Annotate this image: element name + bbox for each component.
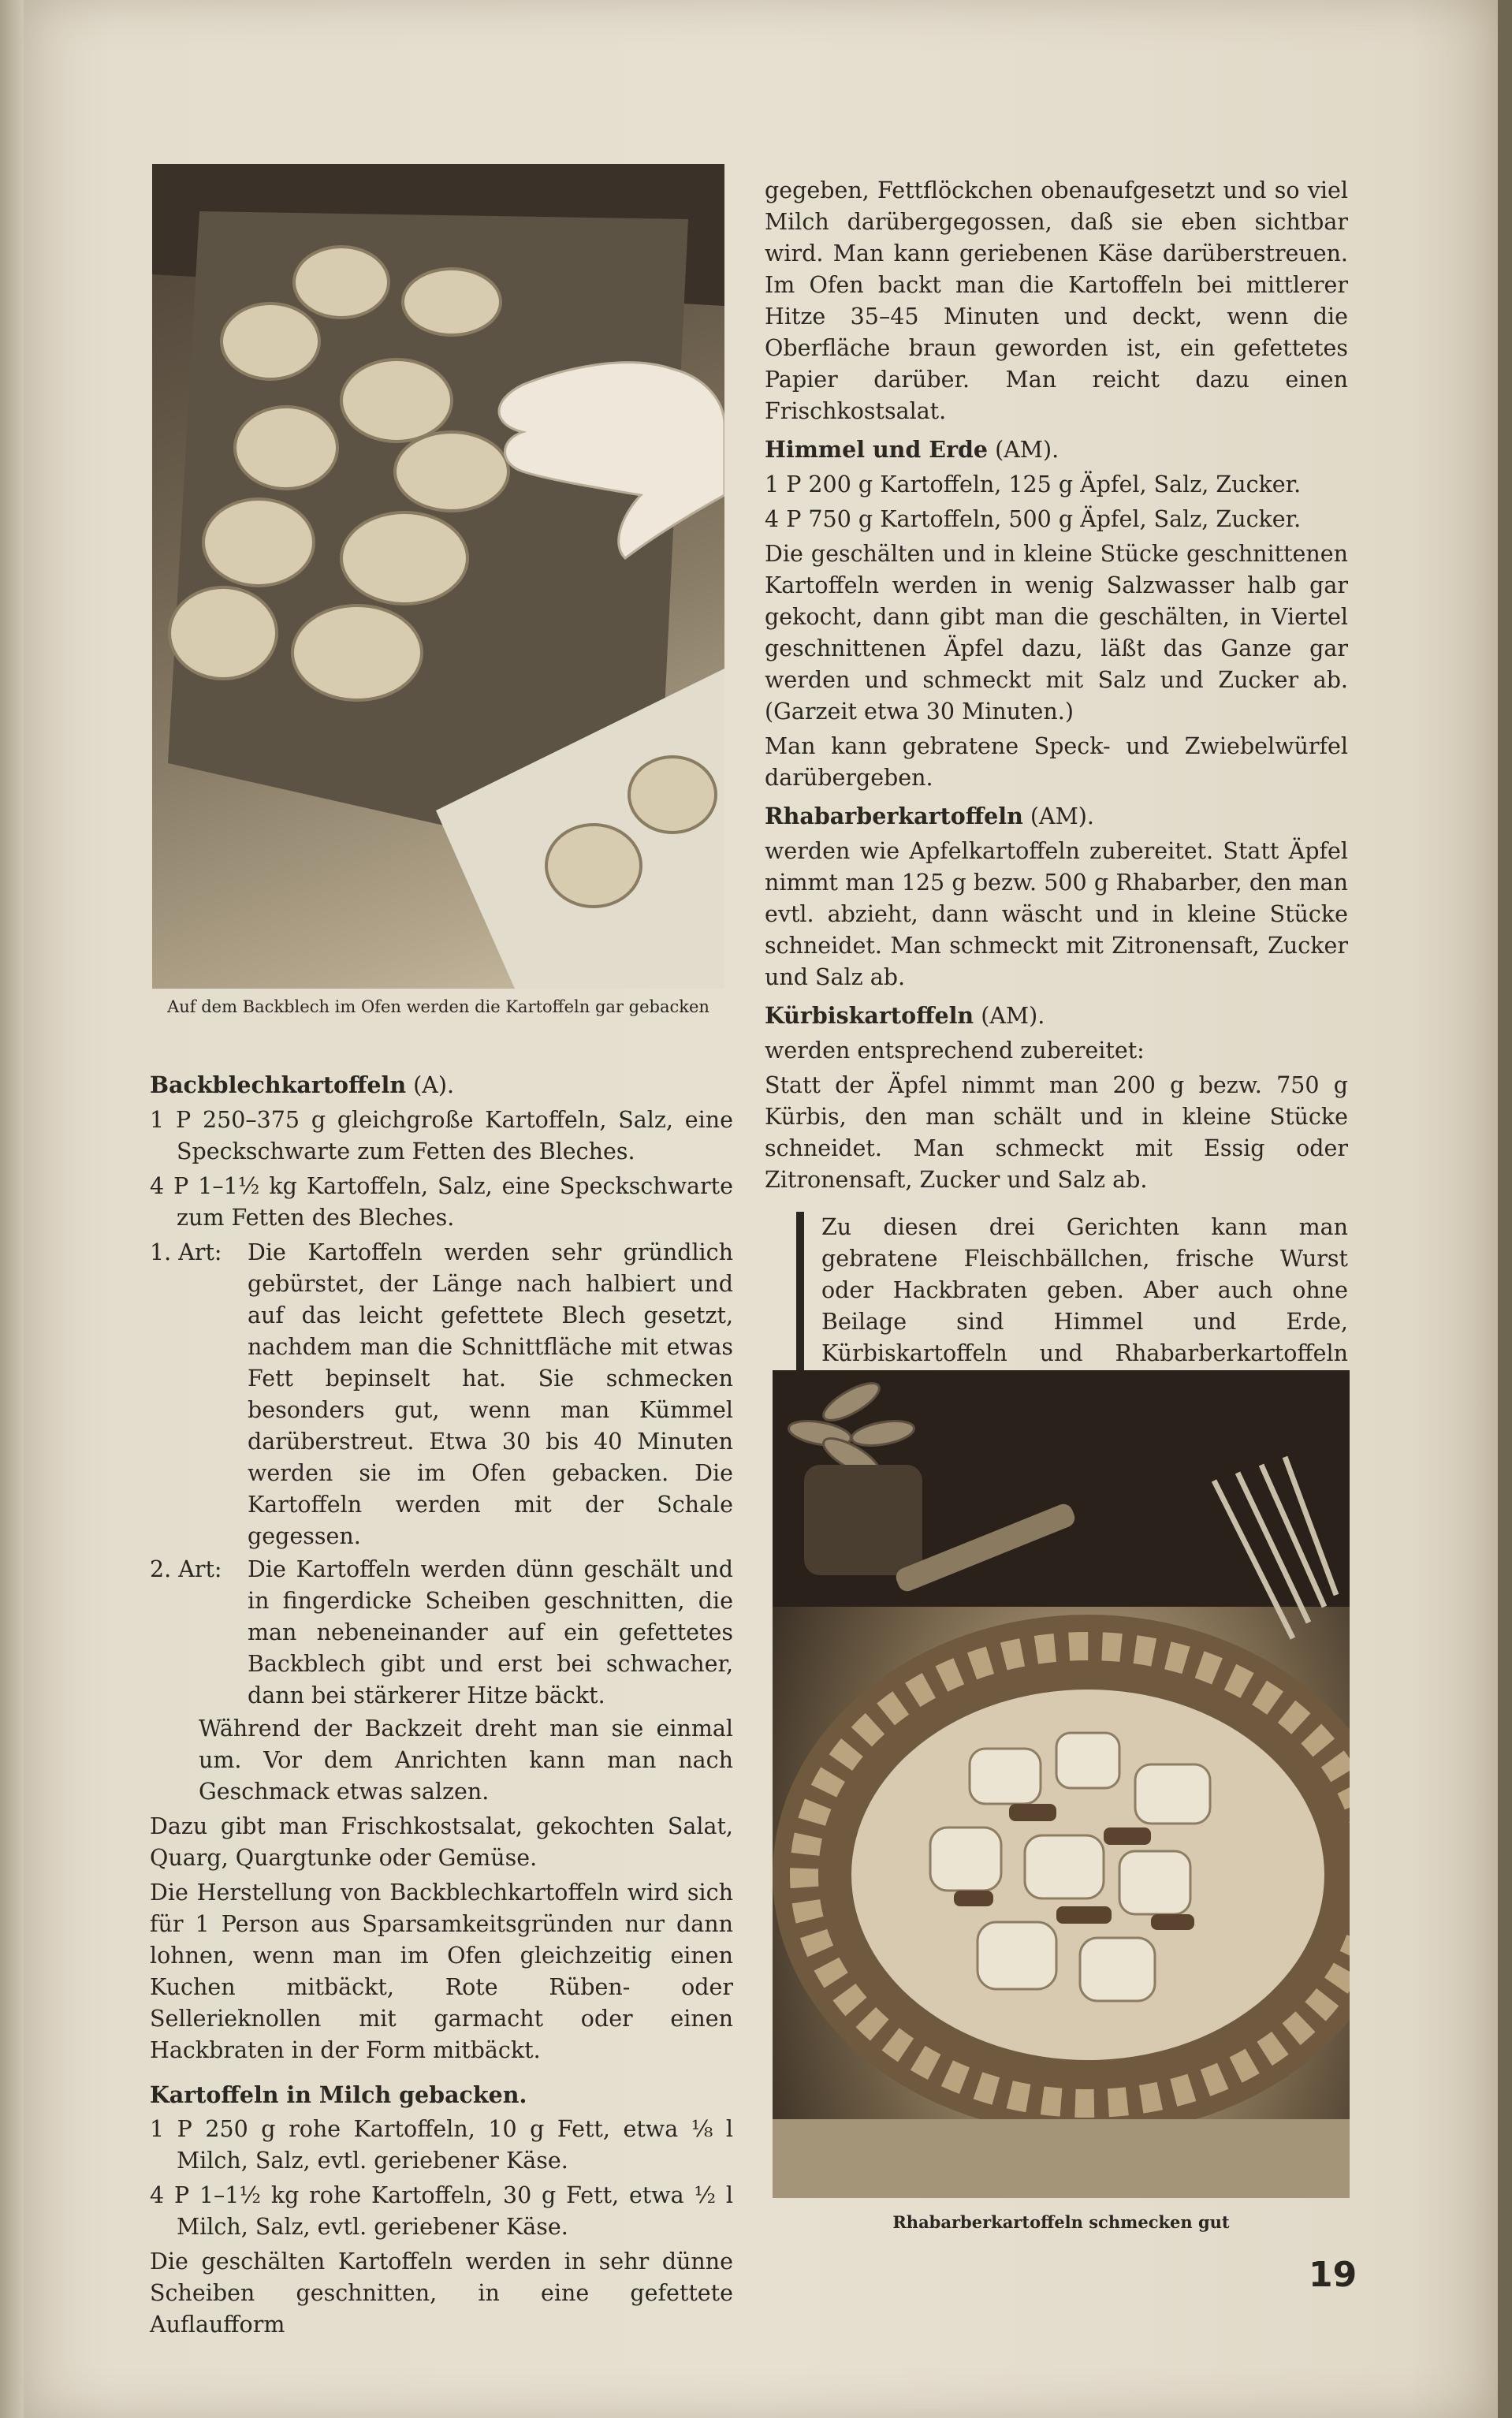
recipe-title-text: Backblechkartoffeln: [150, 1071, 407, 1098]
ingredients-1p: 1 P 250–375 g gleichgroße Kartoffeln, Salz, eine Speckschwarte zum Fetten des Bleches.: [150, 1107, 733, 1164]
recipe-text-extra: Statt der Äpfel nimmt man 200 g bezw. 750 g Kürbis, den man schält und in kleine Stücke schneidet. Man schmeckt mit Essig oder Zitronensaft, Zucker und Salz ab.: [765, 1072, 1348, 1193]
method-art-2: [150, 1554, 733, 1712]
method-text: Die Kartoffeln werden dünn geschält und in fingerdicke Scheiben geschnitten, die man nebeneinander auf ein gefettetes Backblech gibt und erst bei schwacher, dann bei stärkerer Hitze bäckt.: [248, 1556, 733, 1708]
recipe-tag: (AM).: [988, 437, 1060, 463]
recipe-rhabarberkartoffeln-title: [765, 800, 1348, 833]
recipe-backblechkartoffeln-title: [150, 1069, 733, 1101]
recipe-kuerbiskartoffeln-title: [765, 1000, 1348, 1032]
page: [24, 0, 1498, 2418]
photo2-caption: Rhabarberkartoffeln schmecken gut: [892, 2212, 1230, 2232]
plate-illustration: [773, 1370, 1350, 2198]
recipe-text-extra: Man kann gebratene Speck- und Zwiebelwürfel darübergeben.: [765, 733, 1348, 791]
ingredients-1p: 1 P 250 g rohe Kartoffeln, 10 g Fett, etwa ⅛ l Milch, Salz, evtl. geriebener Käse.: [150, 2116, 733, 2174]
continued-text: gegeben, Fettflöckchen obenaufgesetzt und so viel Milch darübergegossen, daß sie eben sichtbar wird. Man kann geriebenen Käse darüberstreuen. Im Ofen backt man die Kartoffeln bei mittlerer Hitze 35–45 Minuten und deckt, wenn die Oberfläche braun geworden ist, ein gefettetes Papier darüber. Man reicht dazu einen Frischkostsalat.: [765, 177, 1348, 424]
paragraph-waehrend: Während der Backzeit dreht man sie einmal um. Vor dem Anrichten kann man nach Geschmack etwas salzen.: [199, 1716, 733, 1805]
method-art-1: [150, 1237, 733, 1552]
recipe-tag: (AM).: [974, 1003, 1045, 1029]
recipe-text: werden entsprechend zubereitet:: [765, 1038, 1145, 1064]
ingredients-1p: 1 P 200 g Kartoffeln, 125 g Äpfel, Salz, Zucker.: [765, 471, 1302, 497]
method-label: 2. Art:: [150, 1556, 222, 1582]
recipe-title-text: Rhabarberkartoffeln: [765, 803, 1023, 829]
ingredients-4p: 4 P 1–1½ kg rohe Kartoffeln, 30 g Fett, etwa ½ l Milch, Salz, evtl. geriebener Käse.: [150, 2182, 733, 2240]
left-column: [150, 1063, 733, 2344]
paragraph-herstellung: Die Herstellung von Backblechkartoffeln wird sich für 1 Person aus Sparsamkeitsgründen nur dann lohnen, wenn man im Ofen gleichzeitig einen Kuchen mitbäckt, Rote Rüben- oder Sellerieknollen mit garmacht oder einen Hackbraten in der Form mitbäckt.: [150, 1880, 733, 2063]
serving-note-box: Zu diesen drei Gerichten kann man gebratene Fleischbällchen, frische Wurst oder Hackbraten geben. Aber auch ohne Beilage sind Himmel und Erde, Kürbiskartoffeln und Rhabarberkartoffeln: [796, 1212, 1348, 1433]
booklet-spine-edge: [0, 0, 24, 2418]
ingredients-4p: 4 P 750 g Kartoffeln, 500 g Äpfel, Salz, Zucker.: [765, 506, 1302, 532]
method-label: 1. Art:: [150, 1239, 222, 1265]
method-text: Die Kartoffeln werden sehr gründlich gebürstet, der Länge nach halbiert und auf das leicht gefettete Blech gesetzt, nachdem man die Schnittfläche mit etwas Fett bepinselt hat. Sie schmecken besonders gut, wenn man Kümmel darüberstreut. Etwa 30 bis 40 Minuten werden sie im Ofen gebacken. Die Kartoffeln werden mit der Schale gegessen.: [248, 1239, 733, 1549]
recipe-tag: (AM).: [1022, 803, 1094, 829]
recipe-kartoffeln-in-milch-title: Kartoffeln in Milch gebacken.: [150, 2081, 527, 2108]
photo-rhubarb-potatoes-plate: [773, 1370, 1350, 2198]
recipe-tag: (A).: [406, 1072, 455, 1098]
photo-baking-tray-potatoes: [152, 164, 724, 989]
recipe-title-text: Kürbiskartoffeln: [765, 1002, 974, 1029]
photo1-caption: Auf dem Backblech im Ofen werden die Kartoffeln gar gebacken: [167, 997, 709, 1016]
recipe-himmel-und-erde-title: [765, 434, 1348, 466]
page-number: 19: [1309, 2255, 1357, 2295]
recipe-text: Die geschälten Kartoffeln werden in sehr dünne Scheiben geschnitten, in eine gefettete Auflaufform: [150, 2248, 733, 2338]
baking-tray-illustration: [152, 164, 724, 989]
recipe-title-text: Himmel und Erde: [765, 436, 989, 463]
right-column: [765, 175, 1348, 1433]
ingredients-4p: 4 P 1–1½ kg Kartoffeln, Salz, eine Speckschwarte zum Fetten des Bleches.: [150, 1173, 733, 1231]
recipe-text: Die geschälten und in kleine Stücke geschnittenen Kartoffeln werden in wenig Salzwasser halb gar gekocht, dann gibt man die geschälten, in Viertel geschnittenen Äpfel dazu, läßt das Ganze gar werden und schmeckt mit Salz und Zucker ab. (Garzeit etwa 30 Minuten.): [765, 541, 1348, 725]
paragraph-dazu: Dazu gibt man Frischkostsalat, gekochten Salat, Quarg, Quargtunke oder Gemüse.: [150, 1813, 733, 1871]
recipe-text: werden wie Apfelkartoffeln zubereitet. Statt Äpfel nimmt man 125 g bezw. 500 g Rhabarber, den man evtl. abzieht, dann wäscht und in kleine Stücke schneidet. Man schmeckt mit Zitronensaft, Zucker und Salz ab.: [765, 838, 1348, 990]
